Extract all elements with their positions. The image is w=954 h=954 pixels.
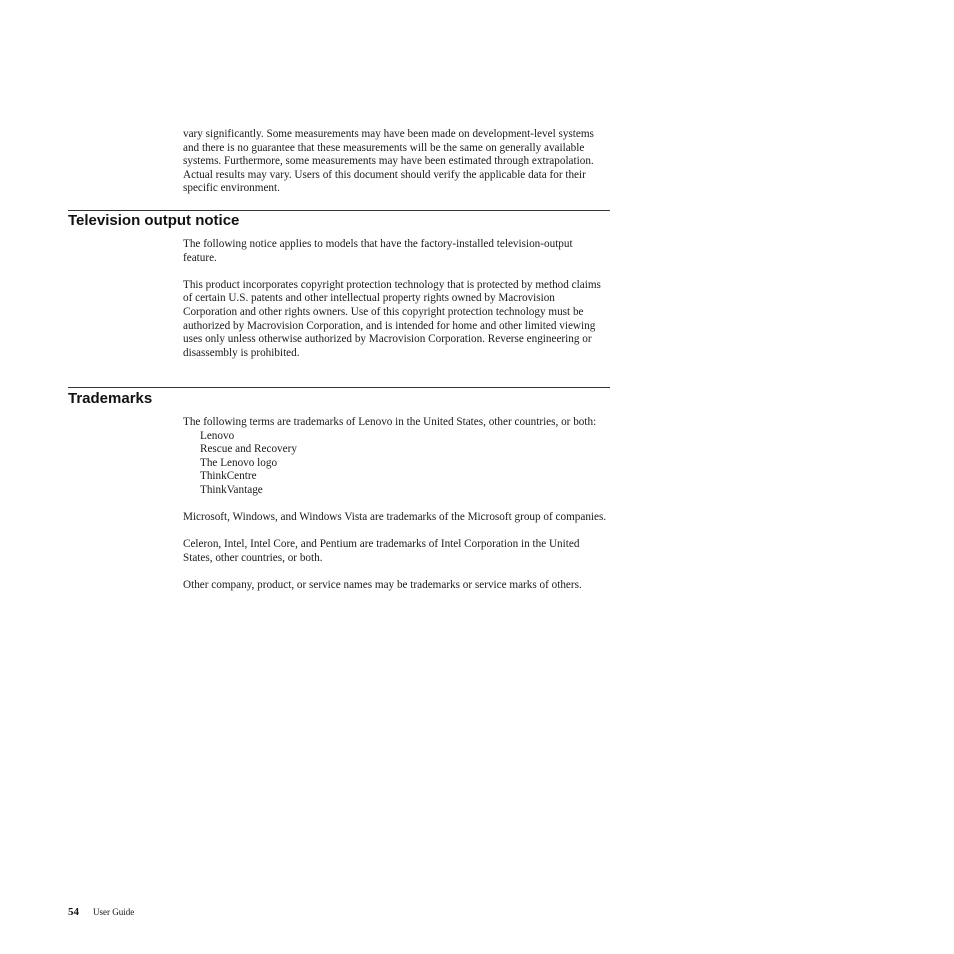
- tv-notice-heading: Television output notice: [68, 212, 240, 229]
- tv-notice-paragraph: The following notice applies to models that have the factory-installed television-output feature.: [183, 238, 573, 264]
- guide-title: User Guide: [93, 907, 135, 917]
- intro-paragraph: vary significantly. Some measurements may have been made on development-level systems and there is no guarantee that these measurements will be the same on generally available systems. Furthermore, some measurements may have been estimated through extrapolation. Actual results may vary. Users of this document should verify the applicable data for their specific environment.: [183, 128, 594, 195]
- trademark-paragraph: Other company, product, or service names may be trademarks or service marks of others.: [183, 579, 582, 592]
- section-divider-trademarks: [68, 387, 610, 388]
- trademark-term: Rescue and Recovery: [200, 443, 297, 456]
- tv-notice-body: [183, 238, 609, 360]
- trademark-paragraph: Celeron, Intel, Intel Core, and Pentium are trademarks of Intel Corporation in the United States, other countries, or both.: [183, 538, 580, 564]
- trademark-terms-list: [183, 430, 609, 498]
- trademark-term: Lenovo: [200, 429, 235, 442]
- intro-paragraph-block: [183, 128, 609, 196]
- trademark-term: The Lenovo logo: [200, 456, 278, 469]
- trademark-term: ThinkVantage: [200, 483, 263, 496]
- trademarks-heading: Trademarks: [68, 390, 153, 407]
- trademarks-intro: The following terms are trademarks of Lenovo in the United States, other countries, or both:: [183, 416, 597, 428]
- trademark-term: ThinkCentre: [200, 470, 257, 483]
- page-number: 54: [68, 906, 79, 918]
- section-divider-tv: [68, 210, 610, 211]
- trademark-paragraph: Microsoft, Windows, and Windows Vista are trademarks of the Microsoft group of companies.: [183, 511, 607, 524]
- page-footer: [68, 902, 134, 920]
- tv-notice-paragraph: This product incorporates copyright protection technology that is protected by method claims of certain U.S. patents and other intellectual property rights owned by Macrovision Corporation and other rights owners. Use of this copyright protection technology must be authorized by Macrovision Corporation, and is intended for home and other limited viewing uses only unless otherwise authorized by Macrovision Corporation. Reverse engineering or disassembly is prohibited.: [183, 278, 601, 359]
- trademarks-body: [183, 416, 609, 593]
